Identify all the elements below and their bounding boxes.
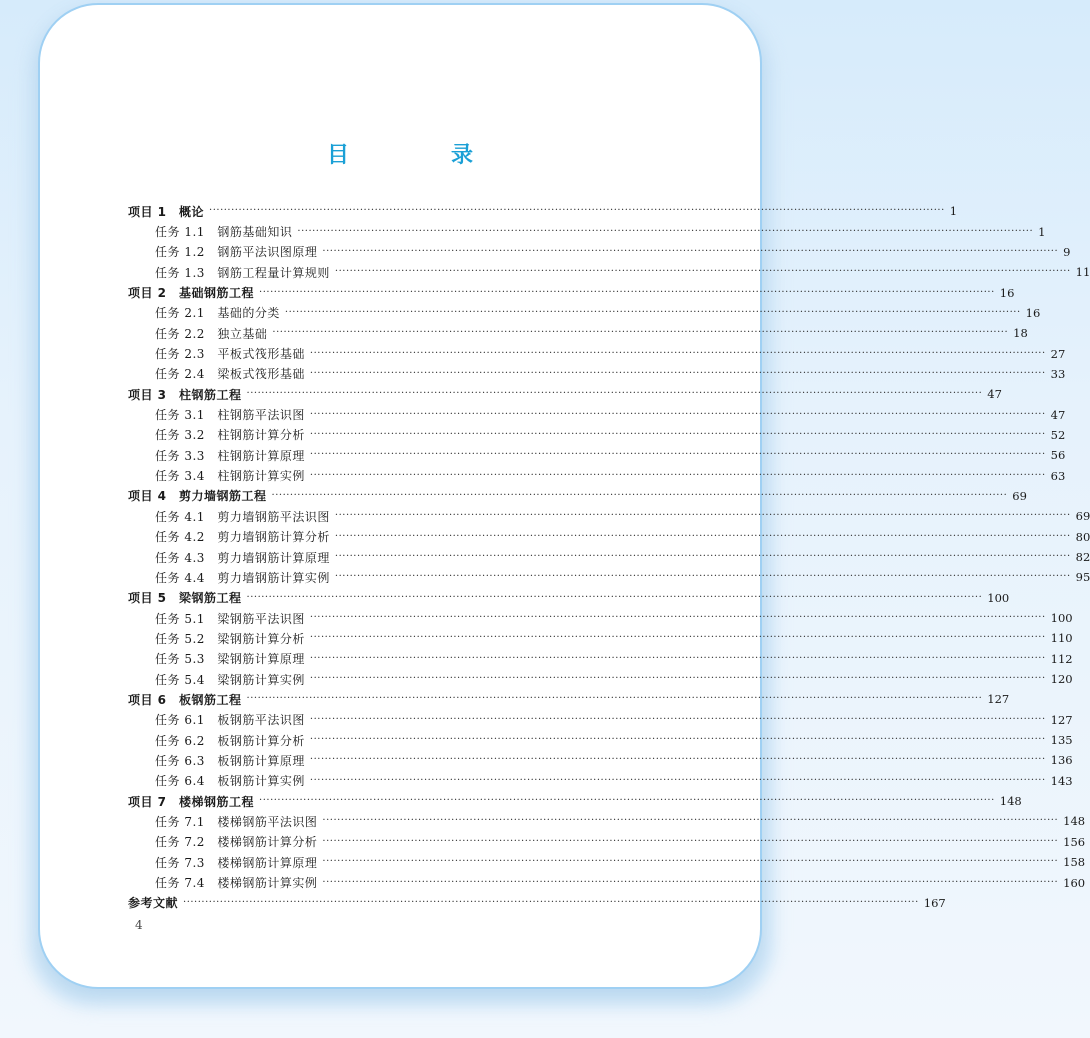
toc-entry-label: 任务 6.4 板钢筋计算实例 (155, 774, 305, 789)
toc-entry-page: 82 (1075, 550, 1090, 565)
toc-entry-label: 任务 2.1 基础的分类 (155, 306, 280, 321)
toc-entry-label: 任务 7.4 楼梯钢筋计算实例 (155, 876, 318, 891)
toc-dot-leader: ········································································································································································································ (259, 286, 995, 298)
toc-entry-page: 69 (1075, 509, 1090, 524)
toc-dot-leader: ········································································································································································································ (334, 530, 1071, 542)
toc-entry-page: 127 (987, 692, 1010, 707)
toc-dot-leader: ········································································································································································································ (309, 408, 1046, 420)
toc-entry-label: 任务 5.4 梁钢筋计算实例 (155, 672, 305, 687)
toc-entry-page: 47 (1050, 407, 1066, 422)
toc-entry-page: 148 (999, 794, 1022, 809)
toc-entry-label: 任务 1.3 钢筋工程量计算规则 (155, 265, 330, 280)
toc-chapter-row[interactable] (128, 201, 958, 221)
toc-entry-label: 参考文献 (128, 896, 179, 911)
toc-entry-page: 148 (1063, 814, 1086, 829)
toc-entry-label: 任务 7.2 楼梯钢筋计算分析 (155, 835, 318, 850)
toc-section-row[interactable] (128, 750, 1073, 770)
toc-section-row[interactable] (128, 771, 1073, 791)
toc-section-row[interactable] (128, 730, 1073, 750)
toc-entry-label: 项目 7 楼梯钢筋工程 (128, 794, 255, 809)
toc-section-row[interactable] (128, 628, 1073, 648)
toc-entry-label: 任务 7.1 楼梯钢筋平法识图 (155, 814, 318, 829)
toc-entry-label: 任务 3.4 柱钢筋计算实例 (155, 469, 305, 484)
toc-entry-page: 110 (1050, 631, 1073, 646)
toc-dot-leader: ········································································································································································································ (334, 551, 1071, 563)
toc-entry-page: 33 (1050, 366, 1066, 381)
toc-dot-leader: ········································································································································································································ (322, 876, 1059, 888)
toc-chapter-row[interactable] (128, 486, 1027, 506)
toc-entry-label: 项目 6 板钢筋工程 (128, 692, 242, 707)
toc-entry-page: 120 (1050, 672, 1073, 687)
toc-entry-page: 47 (987, 387, 1002, 402)
toc-entry-page: 160 (1063, 875, 1086, 890)
toc-dot-leader: ········································································································································································································ (309, 428, 1046, 440)
toc-entry-label: 任务 5.2 梁钢筋计算分析 (155, 631, 305, 646)
toc-entry-label: 项目 4 剪力墙钢筋工程 (128, 489, 267, 504)
toc-entry-page: 18 (1013, 326, 1028, 341)
toc-entry-page: 143 (1050, 773, 1073, 788)
toc-entry-page: 56 (1050, 448, 1066, 463)
toc-section-row[interactable] (128, 649, 1073, 669)
toc-entry-page: 16 (1025, 305, 1041, 320)
toc-entry-page: 1 (949, 204, 958, 219)
toc-entry-label: 任务 4.1 剪力墙钢筋平法识图 (155, 509, 330, 524)
toc-dot-leader: ········································································································································································································ (309, 632, 1046, 644)
toc-entry-page: 100 (1050, 611, 1073, 626)
toc-section-row[interactable] (128, 242, 1071, 262)
toc-dot-leader: ········································································································································································································ (309, 347, 1046, 359)
toc-section-row[interactable] (128, 262, 1090, 282)
toc-entry-label: 任务 1.2 钢筋平法识图原理 (155, 245, 318, 260)
toc-chapter-row[interactable] (128, 791, 1022, 811)
toc-entry-label: 任务 4.3 剪力墙钢筋计算原理 (155, 550, 330, 565)
toc-section-row[interactable] (128, 832, 1086, 852)
toc-section-row[interactable] (128, 221, 1046, 241)
toc-list (128, 201, 1090, 913)
toc-section-row[interactable] (128, 404, 1066, 424)
toc-entry-page: 1 (1038, 224, 1046, 239)
toc-entry-label: 项目 5 梁钢筋工程 (128, 591, 242, 606)
toc-dot-leader: ········································································································································································································ (272, 327, 1009, 339)
toc-entry-page: 80 (1075, 529, 1090, 544)
toc-dot-leader: ········································································································································································································ (322, 815, 1059, 827)
toc-dot-leader: ········································································································································································································ (246, 591, 983, 603)
toc-dot-leader: ········································································································································································································ (183, 896, 919, 908)
toc-dot-leader: ········································································································································································································ (309, 449, 1046, 461)
toc-chapter-row[interactable] (128, 384, 1002, 404)
toc-entry-page: 9 (1063, 244, 1071, 259)
toc-dot-leader: ········································································································································································································ (271, 489, 1008, 501)
toc-entry-label: 任务 2.4 梁板式筏形基础 (155, 367, 305, 382)
toc-section-row[interactable] (128, 303, 1041, 323)
toc-dot-leader: ········································································································································································································ (246, 388, 983, 400)
toc-entry-page: 16 (999, 285, 1015, 300)
toc-entry-label: 任务 1.1 钢筋基础知识 (155, 225, 293, 240)
toc-entry-label: 任务 6.1 板钢筋平法识图 (155, 713, 305, 728)
toc-dot-leader: ········································································································································································································ (309, 774, 1046, 786)
toc-dot-leader: ········································································································································································································ (297, 225, 1034, 237)
toc-entry-label: 项目 3 柱钢筋工程 (128, 387, 242, 402)
toc-dot-leader: ········································································································································································································ (322, 835, 1059, 847)
toc-section-row[interactable] (128, 852, 1086, 872)
toc-dot-leader: ········································································································································································································ (309, 713, 1046, 725)
toc-section-row[interactable] (128, 323, 1028, 343)
toc-entry-label: 任务 6.3 板钢筋计算原理 (155, 753, 305, 768)
toc-dot-leader: ········································································································································································································ (246, 693, 983, 705)
toc-section-row[interactable] (128, 811, 1086, 831)
toc-entry-page: 112 (1050, 651, 1073, 666)
toc-section-row[interactable] (128, 567, 1090, 587)
toc-section-row[interactable] (128, 465, 1066, 485)
toc-entry-page: 136 (1050, 753, 1073, 768)
toc-entry-page: 52 (1050, 427, 1066, 442)
toc-section-row[interactable] (128, 608, 1073, 628)
toc-chapter-row[interactable] (128, 282, 1015, 302)
toc-dot-leader: ········································································································································································································ (209, 205, 945, 217)
toc-section-row[interactable] (128, 710, 1073, 730)
toc-section-row[interactable] (128, 506, 1090, 526)
toc-entry-page: 100 (987, 590, 1010, 605)
toc-title: 目 录 (326, 143, 513, 168)
toc-dot-leader: ········································································································································································································ (309, 367, 1046, 379)
toc-entry-label: 任务 4.4 剪力墙钢筋计算实例 (155, 570, 330, 585)
toc-entry-label: 项目 2 基础钢筋工程 (128, 286, 255, 301)
toc-dot-leader: ········································································································································································································ (322, 245, 1059, 257)
toc-entry-page: 11 (1075, 265, 1090, 280)
toc-entry-page: 156 (1063, 834, 1086, 849)
toc-dot-leader: ········································································································································································································ (322, 856, 1059, 868)
toc-section-row[interactable] (128, 343, 1066, 363)
toc-entry-label: 项目 1 概论 (128, 204, 205, 219)
toc-entry-page: 95 (1075, 570, 1090, 585)
toc-dot-leader: ········································································································································································································ (284, 306, 1021, 318)
toc-entry-page: 135 (1050, 733, 1073, 748)
toc-entry-label: 任务 3.2 柱钢筋计算分析 (155, 428, 305, 443)
toc-dot-leader: ········································································································································································································ (334, 510, 1071, 522)
toc-chapter-row[interactable] (128, 893, 946, 913)
toc-dot-leader: ········································································································································································································ (309, 652, 1046, 664)
toc-entry-label: 任务 3.3 柱钢筋计算原理 (155, 448, 305, 463)
toc-dot-leader: ········································································································································································································ (309, 612, 1046, 624)
toc-section-row[interactable] (128, 872, 1086, 892)
toc-entry-page: 127 (1050, 712, 1073, 727)
page-number: 4 (135, 918, 143, 932)
toc-entry-page: 63 (1050, 468, 1066, 483)
toc-dot-leader: ········································································································································································································ (334, 266, 1071, 278)
toc-dot-leader: ········································································································································································································ (309, 754, 1046, 766)
toc-entry-page: 167 (923, 895, 946, 910)
toc-chapter-row[interactable] (128, 588, 1010, 608)
toc-entry-label: 任务 6.2 板钢筋计算分析 (155, 733, 305, 748)
toc-dot-leader: ········································································································································································································ (334, 571, 1071, 583)
toc-entry-label: 任务 5.3 梁钢筋计算原理 (155, 652, 305, 667)
toc-section-row[interactable] (128, 669, 1073, 689)
toc-dot-leader: ········································································································································································································ (259, 795, 995, 807)
toc-dot-leader: ········································································································································································································ (309, 734, 1046, 746)
toc-entry-label: 任务 2.3 平板式筏形基础 (155, 347, 305, 362)
toc-entry-label: 任务 7.3 楼梯钢筋计算原理 (155, 855, 318, 870)
toc-entry-label: 任务 4.2 剪力墙钢筋计算分析 (155, 530, 330, 545)
toc-entry-label: 任务 2.2 独立基础 (155, 326, 268, 341)
toc-entry-label: 任务 3.1 柱钢筋平法识图 (155, 408, 305, 423)
toc-section-row[interactable] (128, 547, 1090, 567)
toc-section-row[interactable] (128, 445, 1066, 465)
toc-dot-leader: ········································································································································································································ (309, 673, 1046, 685)
toc-section-row[interactable] (128, 364, 1066, 384)
toc-dot-leader: ········································································································································································································ (309, 469, 1046, 481)
toc-section-row[interactable] (128, 425, 1066, 445)
toc-entry-page: 158 (1063, 855, 1086, 870)
toc-entry-page: 69 (1012, 488, 1027, 503)
toc-entry-page: 27 (1050, 346, 1066, 361)
toc-section-row[interactable] (128, 527, 1090, 547)
toc-entry-label: 任务 5.1 梁钢筋平法识图 (155, 611, 305, 626)
toc-chapter-row[interactable] (128, 689, 1010, 709)
